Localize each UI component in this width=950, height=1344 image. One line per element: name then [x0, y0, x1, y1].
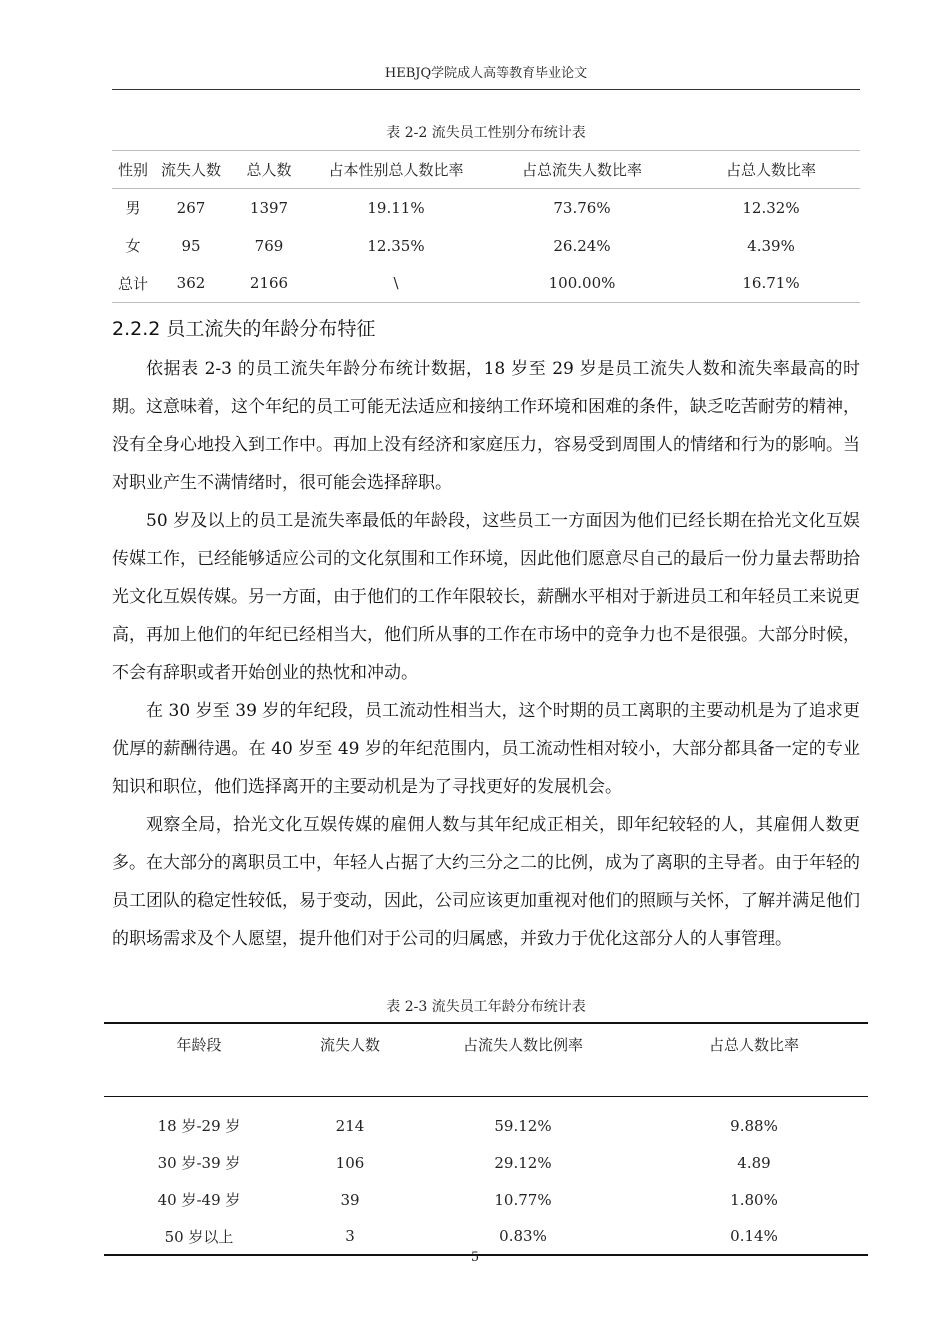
paragraph: 依据表 2-3 的员工流失年龄分布统计数据，18 岁至 29 岁是员工流失人数和流失率最高的时期。这意味着，这个年纪的员工可能无法适应和接纳工作环境和困难的条件，缺乏吃苦耐劳的精神，没有全身心地投入到工作中。再加上没有经济和家庭压力，容易受到周围人的情绪和行为的影响。当对职业产生不满情绪时，很可能会选择辞职。 — [112, 359, 860, 493]
table2-caption: 表 2-3 流失员工年龄分布统计表 — [386, 999, 586, 1015]
table-cell: 106 — [335, 1153, 365, 1172]
table-cell: 16.71% — [682, 265, 860, 303]
column-header: 性别 — [112, 151, 154, 189]
column-header: 流失人数 — [294, 1023, 406, 1097]
table-cell: 30 岁-39 岁 — [157, 1154, 241, 1172]
table-cell: 73.76% — [553, 198, 611, 217]
table-cell: 39 — [340, 1190, 360, 1209]
table-cell: 26.24% — [553, 236, 611, 255]
column-header: 占总人数比率 — [640, 1023, 868, 1097]
body-text — [112, 350, 860, 958]
table-cell: 769 — [254, 236, 284, 255]
column-header: 总人数 — [228, 151, 310, 189]
column-header: 占流失人数比例率 — [406, 1023, 640, 1097]
table-cell: 19.11% — [367, 198, 425, 217]
table-cell: \ — [310, 265, 482, 303]
column-header: 占总人数比率 — [682, 151, 860, 189]
table1-caption: 表 2-2 流失员工性别分布统计表 — [386, 125, 586, 141]
table-cell: 总计 — [112, 265, 154, 303]
table-cell: 95 — [181, 236, 201, 255]
table-cell: 9.88% — [730, 1116, 778, 1135]
page-number: 5 — [470, 1250, 480, 1265]
table-cell: 1.80% — [730, 1190, 778, 1209]
column-header: 年龄段 — [104, 1023, 294, 1097]
table-row — [112, 227, 860, 265]
table-cell: 4.89 — [737, 1153, 771, 1172]
table-header-row — [104, 1023, 868, 1097]
table-row — [112, 189, 860, 227]
table-cell: 18 岁-29 岁 — [157, 1117, 241, 1135]
age-distribution-table — [104, 1022, 868, 1256]
paragraph: 观察全局，拾光文化互娱传媒的雇佣人数与其年纪成正相关，即年纪较轻的人，其雇佣人数更多。在大部分的离职员工中，年轻人占据了大约三分之二的比例，成为了离职的主导者。由于年轻的员工团队的稳定性较低，易于变动，因此，公司应该更加重视对他们的照顾与关怀，了解并满足他们的职场需求及个人愿望，提升他们对于公司的归属感，并致力于优化这部分人的人事管理。 — [112, 815, 860, 949]
table-header-row — [112, 151, 860, 189]
table-cell: 362 — [154, 265, 228, 303]
section-heading: 2.2.2 员工流失的年龄分布特征 — [112, 318, 376, 340]
table-cell: 100.00% — [482, 265, 682, 303]
table-cell: 10.77% — [494, 1190, 552, 1209]
table-cell: 2166 — [228, 265, 310, 303]
gender-distribution-table — [112, 150, 860, 303]
table-cell: 1397 — [249, 198, 289, 217]
table-cell: 3 — [294, 1218, 406, 1255]
table-cell: 29.12% — [494, 1153, 552, 1172]
table-cell: 0.83% — [406, 1218, 640, 1255]
table-row — [104, 1181, 868, 1218]
table-cell: 214 — [335, 1116, 365, 1135]
table-cell: 0.14% — [640, 1218, 868, 1255]
header-rule — [112, 89, 860, 90]
table-cell: 12.32% — [742, 198, 800, 217]
table-row — [104, 1144, 868, 1181]
paragraph: 50 岁及以上的员工是流失率最低的年龄段，这些员工一方面因为他们已经长期在拾光文化互娱传媒工作，已经能够适应公司的文化氛围和工作环境，因此他们愿意尽自己的最后一份力量去帮助拾光文化互娱传媒。另一方面，由于他们的工作年限较长，薪酬水平相对于新进员工和年轻员工来说更高，再加上他们的年纪已经相当大，他们所从事的工作在市场中的竞争力也不是很强。大部分时候，不会有辞职或者开始创业的热忱和冲动。 — [112, 511, 860, 683]
column-header: 流失人数 — [154, 151, 228, 189]
table-cell: 12.35% — [367, 236, 425, 255]
paragraph: 在 30 岁至 39 岁的年纪段，员工流动性相当大，这个时期的员工离职的主要动机是为了追求更优厚的薪酬待遇。在 40 岁至 49 岁的年纪范围内，员工流动性相对较小，大部分都具备一定的专业知识和职位，他们选择离开的主要动机是为了寻找更好的发展机会。 — [112, 701, 860, 797]
table-cell: 4.39% — [747, 236, 795, 255]
table-cell: 59.12% — [494, 1116, 552, 1135]
table-cell: 267 — [176, 198, 206, 217]
page-header: HEBJQ学院成人高等教育毕业论文 — [384, 66, 588, 81]
column-header: 占总流失人数比率 — [482, 151, 682, 189]
table-cell: 男 — [125, 199, 141, 218]
table-row — [104, 1097, 868, 1145]
table-cell: 40 岁-49 岁 — [157, 1191, 241, 1209]
table-cell: 女 — [125, 237, 141, 255]
table-row — [112, 265, 860, 303]
table-cell: 50 岁以上 — [104, 1218, 294, 1255]
column-header: 占本性别总人数比率 — [310, 151, 482, 189]
